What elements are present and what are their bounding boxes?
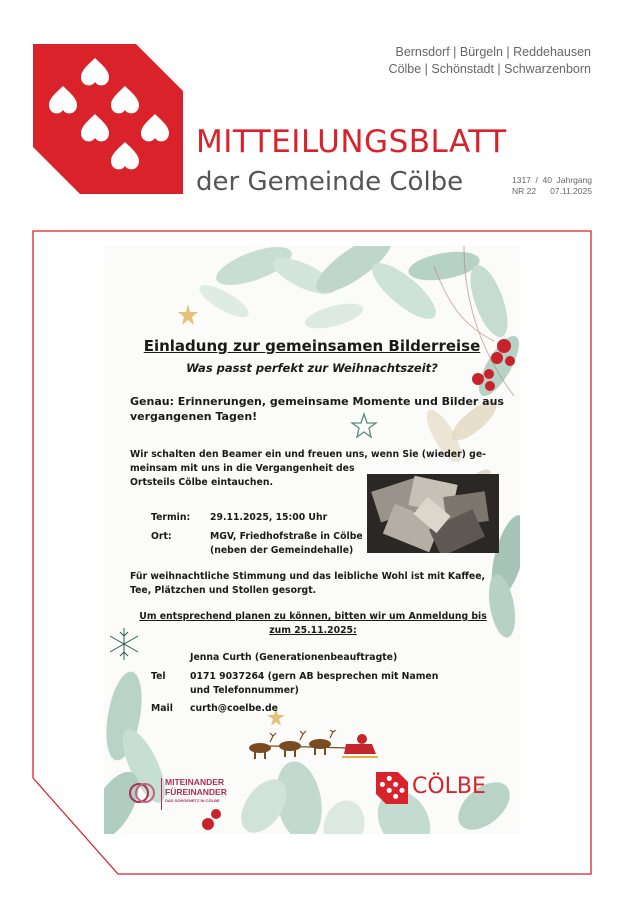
logo-left-text xyxy=(165,777,227,804)
mail-value[interactable]: curth@coelbe.de xyxy=(190,703,278,714)
mail-label: Mail xyxy=(151,703,173,714)
logo-divider xyxy=(161,778,162,810)
newsletter-subtitle: der Gemeinde Cölbe xyxy=(196,167,464,197)
district-list-line-1: Bernsdorf | Bürgeln | Reddehausen xyxy=(395,45,591,59)
district-list xyxy=(389,44,591,78)
ort-line-2: (neben der Gemeindehalle) xyxy=(210,544,354,556)
ort-label: Ort: xyxy=(151,531,172,542)
logo-right-text: CÖLBE xyxy=(412,774,486,799)
tel-label: Tel xyxy=(151,671,166,682)
red-coat-of-arms-hearts-icon xyxy=(376,772,408,804)
issue-separator: / xyxy=(535,175,538,185)
logo-left-line-2: FÜREINANDER xyxy=(165,787,227,797)
newsletter-title: MITTEILUNGSBLATT xyxy=(196,124,507,160)
flyer-refreshments-line-2: Tee, Plätzchen und Stollen gesorgt. xyxy=(130,585,317,596)
flyer-body-line-2: meinsam mit uns in die Vergangenheit des xyxy=(130,463,355,474)
flyer-intro-line-1: Genau: Erinnerungen, gemeinsame Momente und Bilder aus xyxy=(130,395,504,408)
termin-value: 29.11.2025, 15:00 Uhr xyxy=(210,512,328,523)
gemeinde-coat-of-arms-logo xyxy=(33,44,183,194)
issue-info xyxy=(512,175,592,197)
issue-date: 07.11.2025 xyxy=(550,186,592,196)
flyer-heading: Einladung zur gemeinsamen Bilderreise xyxy=(143,337,481,355)
district-list-line-2: Cölbe | Schönstadt | Schwarzenborn xyxy=(388,62,591,76)
flyer-body-line-3: Ortsteils Cölbe eintauchen. xyxy=(130,477,273,488)
tel-value xyxy=(190,670,438,697)
issue-year-number: 40 xyxy=(542,175,552,185)
issue-year-label: Jahrgang xyxy=(556,175,592,185)
flyer-refreshments xyxy=(130,570,496,598)
santa-sleigh-reindeer-icon xyxy=(246,730,381,762)
issue-number: 1317 xyxy=(512,175,531,185)
miteinander-fuereinander-logo xyxy=(128,775,248,813)
tel-line-1: 0171 9037264 (gern AB besprechen mit Namen xyxy=(190,671,439,682)
flyer-rsvp-line-1: Um entsprechend planen zu können, bitten wir um Anmeldung bis xyxy=(139,611,487,622)
ort-value xyxy=(210,530,363,557)
old-photographs-image xyxy=(367,474,499,553)
event-flyer xyxy=(104,246,520,834)
contact-name: Jenna Curth (Generationenbeauftragte) xyxy=(190,652,398,663)
ort-line-1: MGV, Friedhofstraße in Cölbe xyxy=(210,531,363,542)
flyer-intro-line-2: vergangenen Tagen! xyxy=(130,410,258,423)
flyer-subheading: Was passt perfekt zur Weihnachtszeit? xyxy=(186,361,438,375)
sorgenetz-emblem-icon xyxy=(128,779,156,807)
flyer-rsvp-line-2: zum 25.11.2025: xyxy=(269,625,357,636)
flyer-refreshments-line-1: Für weihnachtliche Stimmung und das leibliche Wohl ist mit Kaffee, xyxy=(130,571,486,582)
coelbe-logo xyxy=(376,772,498,806)
flyer-rsvp xyxy=(130,610,496,638)
logo-left-line-1: MITEINANDER xyxy=(165,777,225,787)
termin-label: Termin: xyxy=(151,512,191,523)
tel-line-2: und Telefonnummer) xyxy=(190,684,299,696)
flyer-intro xyxy=(130,394,504,424)
flyer-body-line-1: Wir schalten den Beamer ein und freuen uns, wenn Sie (wieder) ge- xyxy=(130,449,486,460)
issue-nr: NR 22 xyxy=(512,186,537,196)
logo-left-line-3: DAS SORGENETZ IN CÖLBE xyxy=(165,798,220,803)
